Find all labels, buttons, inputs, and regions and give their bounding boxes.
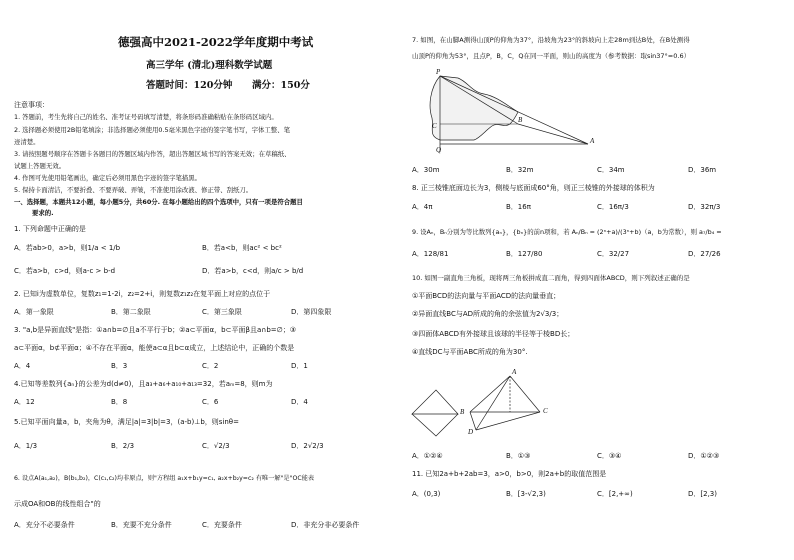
label-a: A — [590, 137, 595, 145]
notes-line: 1. 答题前，考生先将自己的姓名、准考证号码填写清楚，将条形码准确粘贴在条形码区域内。 — [14, 113, 278, 121]
q1-stem: 1. 下列命题中正确的是 — [14, 225, 86, 233]
q5-option-b: B．2/3 — [111, 442, 135, 450]
q8-option-a: A．4π — [412, 203, 433, 211]
q10-statement-4: ④直线DC与平面ABC所成的角为30°. — [412, 348, 528, 356]
q3-option-b: B．3 — [111, 362, 128, 370]
q7-stem-cont: 山顶P的仰角为53°，且点P，B，C，Q在同一平面，则山的高度为（参考数据：取sin37°=0.6） — [412, 52, 691, 60]
notes-line: 4. 作图可先使用铅笔画出，确定后必须用黑色字迹的签字笔描黑。 — [14, 174, 202, 182]
q10-option-d: D．①②③ — [688, 452, 720, 460]
q5-option-d: D．2√2/3 — [291, 442, 324, 450]
q1-option-c: C．若a>b，c>d，则a-c > b-d — [14, 267, 116, 275]
q10-statement-1: ①平面BCD的法向量与平面ACD的法向量垂直； — [412, 292, 561, 300]
q10-option-b: B．①③ — [506, 452, 531, 460]
exam-time: 答题时间：120分钟 — [146, 80, 233, 91]
q10-statement-3: ③四面体ABCD有外接球且该球的半径等于棱BD长； — [412, 330, 575, 338]
q3-option-d: D．1 — [291, 362, 308, 370]
q9-option-b: B．127/80 — [506, 250, 543, 258]
label-tetra-a: A — [512, 368, 517, 376]
q10-stem: 10. 如图一副直角三角板，现将两三角板拼成直二面角，得到四面体ABCD，则下列叙述正确的是 — [412, 274, 690, 282]
q9-option-c: C．32/27 — [597, 250, 630, 258]
q11-stem: 11. 已知2a+b+2ab=3，a>0，b>0，则2a+b的取值范围是 — [412, 470, 607, 478]
q8-option-c: C．16π/3 — [597, 203, 629, 211]
notes-heading: 注意事项： — [14, 101, 49, 109]
q7-option-d: D．36m — [688, 166, 717, 174]
q1-option-b: B．若a<b，则ac² < bc² — [202, 244, 282, 252]
q1-option-a: A．若ab>0，a>b，则1/a < 1/b — [14, 244, 121, 252]
q7-option-b: B．32m — [506, 166, 534, 174]
q10-option-a: A．①②④ — [412, 452, 443, 460]
right-column — [398, 0, 794, 560]
q7-stem: 7. 如图，在山脚A测得山顶P的仰角为37°，沿坡角为23°的斜坡向上走28m到达B处，在B处测得 — [412, 36, 690, 44]
q6-stem: 6. 设点A(a₁,a₂)，B(b₁,b₂)，C(c₁,c₂)均非原点，则"方程组 a₁x+b₁y=c₁, a₂x+b₂y=c₂ 有唯一解"是"OC能表 — [14, 475, 315, 482]
q7-option-a: A．30m — [412, 166, 440, 174]
slope-line — [518, 124, 588, 144]
mountain-figure — [418, 66, 618, 158]
q3-option-a: A．4 — [14, 362, 31, 370]
q6-option-a: A．充分不必要条件 — [14, 521, 75, 529]
label-b: B — [518, 116, 523, 124]
q3-option-c: C．2 — [202, 362, 219, 370]
notes-line: 迹清楚。 — [14, 138, 40, 146]
q9-option-d: D．27/26 — [688, 250, 721, 258]
exam-score: 满分：150分 — [252, 80, 310, 91]
q5-option-c: C．√2/3 — [202, 442, 230, 450]
q11-option-c: C．[2,+∞) — [597, 490, 633, 498]
q2-option-d: D．第四象限 — [291, 308, 332, 316]
label-p: P — [436, 68, 441, 76]
q4-option-a: A．12 — [14, 398, 35, 406]
q4-stem: 4.已知等差数列{aₙ}的公差为d(d≠0)，且a₃+a₆+a₁₀+a₁₃=32，若aₘ=8，则m为 — [14, 380, 273, 388]
q10-statement-2: ②异面直线BC与AD所成的角的余弦值为2√3/3； — [412, 310, 564, 318]
notes-line: 3. 请按照题号顺序在答题卡各题目的答题区域内作答，超出答题区域书写的答案无效；在草稿纸、 — [14, 150, 291, 158]
q3-stem-cont: a⊂平面α，b⊄平面α；④不存在平面α，能使a⊂α且b⊂α成立，上述结论中，正确的个数是 — [14, 344, 295, 352]
flat-triangles — [412, 390, 458, 436]
q2-option-c: C．第三象限 — [202, 308, 242, 316]
label-tetra-b: B — [460, 408, 465, 416]
q7-option-c: C．34m — [597, 166, 625, 174]
tetrahedron — [470, 376, 540, 430]
q10-option-c: C．③④ — [597, 452, 622, 460]
triangle-boards-figure — [410, 370, 590, 440]
q11-option-b: B．[3-√2,3) — [506, 490, 546, 498]
exam-title: 德强高中2021-2022学年度期中考试 — [118, 35, 314, 49]
label-q: Q — [436, 146, 442, 154]
q5-stem: 5.已知平面向量a，b，夹角为θ，满足|a|=3|b|=3，(a-b)⊥b，则sinθ= — [14, 418, 239, 426]
q1-option-d: D．若a>b，c<d，则a/c > b/d — [202, 267, 304, 275]
notes-line: 2. 选择题必须使用2B铅笔填涂；非选择题必须使用0.5毫米黑色字迹的签字笔书写，字体工整、笔 — [14, 126, 290, 134]
q4-option-b: B．8 — [111, 398, 128, 406]
label-c: C — [432, 122, 437, 130]
q9-option-a: A．128/81 — [412, 250, 449, 258]
q5-option-a: A．1/3 — [14, 442, 38, 450]
q11-option-a: A．(0,3) — [412, 490, 441, 498]
q8-stem: 8. 正三棱锥底面边长为3，侧棱与底面成60°角，则正三棱锥的外接球的体积为 — [412, 184, 655, 192]
mountain-shape — [430, 76, 518, 140]
q6-option-c: C．充要条件 — [202, 521, 242, 529]
q8-option-d: D．32π/3 — [688, 203, 721, 211]
q2-option-b: B．第二象限 — [111, 308, 151, 316]
q4-option-c: C．6 — [202, 398, 219, 406]
q9-stem: 9. 设Aₙ，Bₙ分别为等比数列{aₙ}，{bₙ}的前n项和，若 Aₙ/Bₙ = (2ⁿ+a)/(3ⁿ+b)（a，b为常数），则 a₇/b₄ = — [412, 228, 722, 236]
q4-option-d: D．4 — [291, 398, 308, 406]
section-heading-cont: 要求的. — [32, 209, 54, 217]
q6-stem-cont: 示成OA和OB的线性组合"的 — [14, 500, 101, 508]
q11-option-d: D．[2,3) — [688, 490, 717, 498]
q3-stem: 3. "a,b是异面直线"是指：①a∩b=∅且a不平行于b；②a⊂平面α，b⊂平面β且a∩b=∅；③ — [14, 326, 297, 334]
q6-option-b: B．充要不充分条件 — [111, 521, 172, 529]
label-tetra-d: D — [468, 428, 474, 436]
q8-option-b: B．16π — [506, 203, 531, 211]
q2-stem: 2. 已知i为虚数单位，复数z₁=1-2i，z₂=2+i，则复数z₁z₂在复平面上对应的点位于 — [14, 290, 271, 298]
q6-option-d: D．非充分非必要条件 — [291, 521, 360, 529]
exam-subtitle: 高三学年 (清北)理科数学试题 — [146, 60, 273, 71]
section-heading: 一、选择题，本题共12小题，每小题5分，共60分. 在每小题给出的四个选项中，只有一项是符合题目 — [14, 198, 303, 206]
notes-line: 试题上答题无效。 — [14, 162, 66, 170]
q2-option-a: A．第一象限 — [14, 308, 54, 316]
notes-line: 5. 保持卡面清洁，不要折叠、不要弄破、弄皱，不准使用涂改液、修正带、刮纸刀。 — [14, 186, 253, 194]
label-tetra-c: C — [543, 407, 548, 415]
